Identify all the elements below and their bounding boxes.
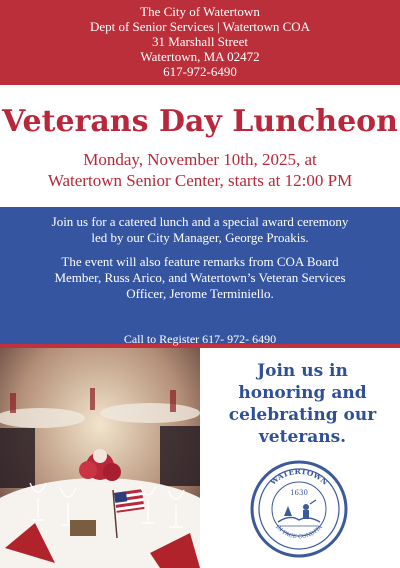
luncheon-table-photo xyxy=(0,348,200,568)
watertown-city-seal xyxy=(250,460,348,558)
event-title: Veterans Day Luncheon xyxy=(2,104,398,139)
honor-line-1: Join us in xyxy=(257,361,348,381)
department-name: Dept of Senior Services | Watertown COA xyxy=(89,19,311,34)
details-p1-line-2: led by our City Manager, George Proakis. xyxy=(91,230,309,245)
details-p2-line-3: Officer, Jerome Terminiello. xyxy=(126,286,274,301)
details-p1-line-1: Join us for a catered lunch and a special award ceremony xyxy=(51,214,349,229)
honor-line-4: veterans. xyxy=(258,427,347,447)
event-date-location xyxy=(0,149,400,191)
details-paragraph-1 xyxy=(0,207,400,246)
honor-line-2: honoring and xyxy=(238,383,367,403)
seal-icon xyxy=(250,460,348,558)
event-details-panel xyxy=(0,207,400,348)
details-p2-line-1: The event will also feature remarks from COA Board xyxy=(61,254,339,269)
honor-message xyxy=(205,360,400,448)
details-p2-line-2: Member, Russ Arico, and Watertown’s Veteran Services xyxy=(54,270,346,285)
header-banner xyxy=(0,0,400,85)
city-name: The City of Watertown xyxy=(140,4,260,19)
details-paragraph-2 xyxy=(0,254,400,302)
seal-year: 1630 xyxy=(290,489,308,497)
street-address: 31 Marshall Street xyxy=(151,34,249,49)
seal-top-text: WATERTOWN xyxy=(268,466,330,487)
table-setting-illustration xyxy=(0,348,200,568)
event-location-time: Watertown Senior Center, starts at 12:00 PM xyxy=(47,171,353,190)
event-date: Monday, November 10th, 2025, at xyxy=(83,150,317,169)
honor-line-3: celebrating our xyxy=(228,405,377,425)
register-phone: Call to Register 617- 972- 6490 xyxy=(123,332,277,346)
header-phone: 617-972-6490 xyxy=(163,64,237,79)
seal-bottom-text: IN PACE CONDITA xyxy=(274,524,324,541)
city-state-zip: Watertown, MA 02472 xyxy=(140,49,260,64)
